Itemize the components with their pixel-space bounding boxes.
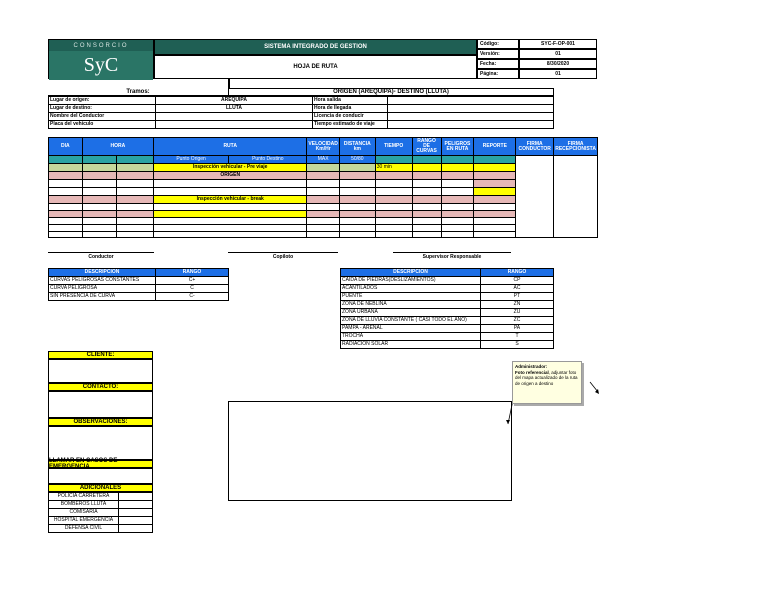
route-log-table	[48, 137, 598, 238]
company-logo	[48, 39, 154, 79]
table-row	[341, 301, 554, 309]
origin-label: Lugar de origen:	[49, 97, 156, 105]
meta-value-code: SYC-F-OP-001	[519, 39, 597, 49]
cell[interactable]	[412, 196, 441, 204]
emergency-field[interactable]	[48, 468, 153, 484]
departure-time-label: Hora salida	[313, 97, 388, 105]
cell[interactable]	[412, 225, 441, 232]
cell[interactable]	[117, 232, 154, 238]
cell[interactable]	[117, 180, 154, 188]
arrival-time-label: Hora de llegada	[313, 105, 388, 113]
hazard-desc: ZONA URBANA	[341, 309, 481, 317]
cell[interactable]	[49, 172, 83, 180]
sub-destination: Punto Destino	[229, 156, 307, 164]
travel-time-value[interactable]	[388, 121, 554, 129]
contact-phone[interactable]	[119, 493, 153, 501]
contacto-field[interactable]	[48, 391, 153, 418]
cell[interactable]	[49, 188, 83, 196]
tramos-value: ORIGEN (AREQUIPA)- DESTINO (LLUTA)	[228, 88, 554, 96]
contact-name: BOMBEROS LLUTA	[49, 501, 119, 509]
cell[interactable]	[82, 172, 117, 180]
license-value[interactable]	[388, 113, 554, 121]
cell[interactable]	[474, 225, 516, 232]
cell[interactable]	[375, 232, 412, 238]
hazard-desc: TROCHA	[341, 333, 481, 341]
row-pre-trip-inspection: Inspección vehicular - Pre viaje	[153, 164, 306, 172]
cell[interactable]	[412, 204, 441, 211]
comment-note[interactable]	[512, 361, 582, 404]
meta-label-date: Fecha:	[477, 59, 519, 69]
resize-arrow-icon	[589, 381, 601, 395]
table-row	[49, 225, 598, 232]
table-row	[49, 121, 554, 129]
cell[interactable]	[49, 164, 83, 172]
travel-time-label: Tiempo estimado de viaje	[313, 121, 388, 129]
contact-phone[interactable]	[119, 501, 153, 509]
col-dia: DIA	[49, 138, 83, 156]
cliente-header: CLIENTE:	[48, 351, 153, 359]
emergency-contacts-table	[48, 492, 153, 533]
sub-speed: MAX	[307, 156, 339, 164]
curves-desc: CURVA PELIGROSA	[49, 285, 156, 293]
hazard-desc: PUENTE	[341, 293, 481, 301]
cell[interactable]	[153, 225, 306, 232]
driver-name-label: Nombre del Conductor	[49, 113, 156, 121]
cell[interactable]	[82, 218, 117, 225]
cell[interactable]	[117, 188, 154, 196]
cell	[441, 156, 474, 164]
cell[interactable]	[339, 211, 375, 218]
hazard-range: CP	[481, 277, 554, 285]
table-row	[49, 97, 554, 105]
cell[interactable]	[153, 211, 306, 218]
table-row	[49, 113, 554, 121]
curves-legend-table	[48, 268, 229, 301]
cell[interactable]	[82, 225, 117, 232]
table-row	[341, 333, 554, 341]
tramos-label: Tramos:	[126, 89, 150, 95]
contact-name: COMISARÍA	[49, 509, 119, 517]
hazards-legend-table	[340, 268, 554, 349]
observaciones-field[interactable]	[48, 426, 153, 460]
observaciones-header: OBSERVACIONES:	[48, 418, 153, 426]
hazard-range: ZC	[481, 317, 554, 325]
cell[interactable]	[375, 196, 412, 204]
hazard-desc: CAIDA DE PIEDRAS(DESLIZAMIENTOS)	[341, 277, 481, 285]
cell[interactable]	[307, 188, 339, 196]
table-row	[49, 269, 229, 277]
adicionales-header: ADICIONALES	[48, 484, 153, 492]
table-row	[341, 285, 554, 293]
cell[interactable]	[375, 225, 412, 232]
cell[interactable]	[117, 164, 154, 172]
origin-value[interactable]: AREQUIPA	[156, 97, 313, 105]
destination-label: Lugar de destino:	[49, 105, 156, 113]
cell[interactable]	[412, 232, 441, 238]
col-firma-recepcionista: FIRMA RECEPCIONISTA	[554, 138, 598, 156]
col-hora: HORA	[82, 138, 153, 156]
cell[interactable]	[117, 172, 154, 180]
cell[interactable]	[339, 188, 375, 196]
cell[interactable]	[375, 188, 412, 196]
hazards-header-description: DESCRIPCION	[341, 269, 481, 277]
plate-label: Placa del vehículo	[49, 121, 156, 129]
table-row	[341, 341, 554, 349]
col-velocidad: VELOCIDAD Km/Hr	[307, 138, 339, 156]
cell[interactable]	[474, 218, 516, 225]
cell[interactable]	[474, 196, 516, 204]
cell[interactable]	[117, 204, 154, 211]
table-row	[49, 509, 153, 517]
cell[interactable]	[307, 225, 339, 232]
col-firma-conductor: FIRMA CONDUCTOR	[516, 138, 554, 156]
table-row	[341, 293, 554, 301]
table-row	[49, 188, 598, 196]
table-row	[49, 493, 153, 501]
cell[interactable]	[307, 180, 339, 188]
comment-author: Administrador:	[515, 364, 548, 369]
cell[interactable]	[307, 164, 339, 172]
cell[interactable]	[441, 196, 474, 204]
meta-label-code: Código:	[477, 39, 519, 49]
cell[interactable]	[82, 164, 117, 172]
hazard-range: AC	[481, 285, 554, 293]
cell[interactable]	[412, 164, 441, 172]
contact-phone[interactable]	[119, 525, 153, 533]
hazard-desc: ZONA DE LLUVIA CONSTANTE ( CASI TODO EL AÑO)	[341, 317, 481, 325]
cell[interactable]	[474, 211, 516, 218]
cell[interactable]	[412, 180, 441, 188]
table-row	[49, 105, 554, 113]
pre-trip-time[interactable]: 30 min	[375, 164, 412, 172]
hazard-range: ZN	[481, 301, 554, 309]
meta-value-page: 01	[519, 69, 597, 79]
hazard-desc: ZONA DE NEBLINA	[341, 301, 481, 309]
cell[interactable]	[474, 180, 516, 188]
cell[interactable]	[82, 196, 117, 204]
hazard-range: PT	[481, 293, 554, 301]
document-title: HOJA DE RUTA	[154, 55, 477, 79]
cell[interactable]	[339, 196, 375, 204]
cell[interactable]	[441, 218, 474, 225]
cell	[82, 156, 117, 164]
table-row	[341, 317, 554, 325]
cell[interactable]	[339, 204, 375, 211]
table-row	[49, 517, 153, 525]
curves-header-description: DESCRIPCION	[49, 269, 156, 277]
cell[interactable]	[49, 218, 83, 225]
table-row	[49, 180, 598, 188]
sub-origin: Punto Origen	[153, 156, 228, 164]
table-row	[49, 525, 153, 533]
cell	[117, 156, 154, 164]
table-row	[341, 325, 554, 333]
cell[interactable]	[307, 204, 339, 211]
cell[interactable]	[441, 204, 474, 211]
signature-line-supervisor	[393, 252, 511, 253]
cell[interactable]	[441, 225, 474, 232]
cell[interactable]	[339, 218, 375, 225]
contact-name: DEFENSA CIVIL	[49, 525, 119, 533]
cell[interactable]	[82, 232, 117, 238]
cell[interactable]	[375, 180, 412, 188]
curves-header-range: RANGO	[156, 269, 229, 277]
hazard-range: S	[481, 341, 554, 349]
cell[interactable]	[441, 211, 474, 218]
cell	[412, 156, 441, 164]
table-row	[49, 138, 598, 156]
table-row	[49, 277, 229, 285]
signature-supervisor-label: Supervisor Responsable	[422, 254, 482, 260]
meta-value-date: 8/30/2020	[519, 59, 597, 69]
cell[interactable]	[412, 172, 441, 180]
plate-value[interactable]	[156, 121, 313, 129]
cell[interactable]	[375, 211, 412, 218]
row-origin: ORIGEN	[153, 172, 306, 180]
hazard-desc: PAMPA - ARENAL	[341, 325, 481, 333]
table-row	[49, 156, 598, 164]
cell[interactable]	[412, 218, 441, 225]
contacto-header: CONTACTO:	[48, 383, 153, 391]
cell[interactable]	[307, 172, 339, 180]
cell	[49, 156, 83, 164]
hazard-range: T	[481, 333, 554, 341]
meta-label-version: Versión:	[477, 49, 519, 59]
cell[interactable]	[441, 164, 474, 172]
col-reporte: REPORTE	[474, 138, 516, 156]
cell[interactable]	[82, 180, 117, 188]
table-row	[341, 277, 554, 285]
signature-copilot-label: Copiloto	[272, 254, 294, 260]
col-peligros: PELIGROS EN RUTA	[441, 138, 474, 156]
cell[interactable]	[339, 164, 375, 172]
signature-line-copilot	[228, 252, 338, 253]
table-row	[341, 269, 554, 277]
col-tiempo: TIEMPO	[375, 138, 412, 156]
contact-phone[interactable]	[119, 509, 153, 517]
cell[interactable]	[307, 232, 339, 238]
cell[interactable]	[339, 225, 375, 232]
hazard-range: ZU	[481, 309, 554, 317]
cell[interactable]	[307, 211, 339, 218]
cell[interactable]	[153, 232, 306, 238]
cell[interactable]	[441, 172, 474, 180]
cell[interactable]	[441, 180, 474, 188]
cell[interactable]	[49, 225, 83, 232]
col-distancia: DISTANCIA km	[339, 138, 375, 156]
logo-top-text: CONSORCIO	[49, 40, 153, 51]
cell[interactable]	[474, 164, 516, 172]
table-row	[49, 164, 598, 172]
driver-name-value[interactable]	[156, 113, 313, 121]
tramos-underline	[48, 88, 228, 96]
curves-range: C+	[156, 277, 229, 285]
signature-driver-cell[interactable]	[516, 156, 554, 238]
departure-time-value[interactable]	[388, 97, 554, 105]
table-row	[49, 218, 598, 225]
cell[interactable]	[339, 180, 375, 188]
cell[interactable]	[412, 188, 441, 196]
cell[interactable]	[339, 232, 375, 238]
table-row	[49, 501, 153, 509]
curves-range: C-	[156, 293, 229, 301]
cell[interactable]	[474, 172, 516, 180]
row-break-inspection: Inspección vehicular - break	[153, 196, 306, 204]
cell[interactable]	[49, 211, 83, 218]
cell[interactable]	[117, 196, 154, 204]
cell[interactable]	[49, 204, 83, 211]
license-label: Licencia de conducir	[313, 113, 388, 121]
cell[interactable]	[375, 218, 412, 225]
cell[interactable]	[307, 218, 339, 225]
table-row	[49, 196, 598, 204]
cell[interactable]	[82, 204, 117, 211]
cell[interactable]	[375, 172, 412, 180]
hazards-header-range: RANGO	[481, 269, 554, 277]
comment-bold-text: Foto referencial	[515, 369, 549, 375]
table-row	[49, 285, 229, 293]
cell[interactable]	[441, 232, 474, 238]
logo-main-text: SyC	[49, 51, 153, 80]
cell[interactable]	[307, 196, 339, 204]
curves-desc: SIN PRESENCIA DE CURVA	[49, 293, 156, 301]
cell[interactable]	[82, 211, 117, 218]
table-row	[49, 293, 229, 301]
contact-name: HOSPITAL EMERGENCIA	[49, 517, 119, 525]
cell[interactable]	[153, 204, 306, 211]
meta-value-version: 01	[519, 49, 597, 59]
emergency-header: LLAMAR EN CASOS DE EMERGENCIA	[48, 460, 153, 468]
cell[interactable]	[474, 204, 516, 211]
route-fields-table	[48, 96, 554, 129]
cell[interactable]	[412, 211, 441, 218]
cell[interactable]	[49, 180, 83, 188]
table-row	[49, 232, 598, 238]
cell[interactable]	[82, 188, 117, 196]
table-row	[341, 309, 554, 317]
signature-receptionist-cell[interactable]	[554, 156, 598, 238]
comment-text: , adjuntar foto del mapa actualizado de la ruta de origen a destino	[515, 369, 578, 386]
cell[interactable]	[474, 188, 516, 196]
curves-range: C	[156, 285, 229, 293]
hazard-desc: ACANTILADOS	[341, 285, 481, 293]
cell[interactable]	[441, 188, 474, 196]
cell[interactable]	[153, 180, 306, 188]
hazard-desc: RADIACION SOLAR	[341, 341, 481, 349]
cell	[375, 156, 412, 164]
destination-value[interactable]: LLUTA	[156, 105, 313, 113]
cliente-field[interactable]	[48, 359, 153, 383]
cell[interactable]	[117, 218, 154, 225]
contact-phone[interactable]	[119, 517, 153, 525]
signature-driver-label: Conductor	[88, 254, 114, 260]
cell[interactable]	[117, 211, 154, 218]
route-map-image-area[interactable]	[228, 401, 512, 501]
cell[interactable]	[474, 232, 516, 238]
cell[interactable]	[117, 225, 154, 232]
col-ruta: RUTA	[153, 138, 306, 156]
table-row	[49, 204, 598, 211]
cell[interactable]	[339, 172, 375, 180]
cell	[474, 156, 516, 164]
col-rango-curvas: RANGO DE CURVAS	[412, 138, 441, 156]
cell[interactable]	[49, 196, 83, 204]
cell[interactable]	[153, 218, 306, 225]
cell[interactable]	[153, 188, 306, 196]
sub-distance: 50/80	[339, 156, 375, 164]
cell[interactable]	[375, 204, 412, 211]
contact-name: POLICIA CARRETERA	[49, 493, 119, 501]
curves-desc: CURVAS PELIGROSAS CONSTANTES	[49, 277, 156, 285]
system-title: SISTEMA INTEGRADO DE GESTION	[154, 39, 477, 55]
arrival-time-value[interactable]	[388, 105, 554, 113]
table-row	[49, 211, 598, 218]
hazard-range: PA	[481, 325, 554, 333]
cell[interactable]	[49, 232, 83, 238]
table-row	[49, 172, 598, 180]
signature-line-driver	[48, 252, 154, 253]
meta-label-page: Página:	[477, 69, 519, 79]
